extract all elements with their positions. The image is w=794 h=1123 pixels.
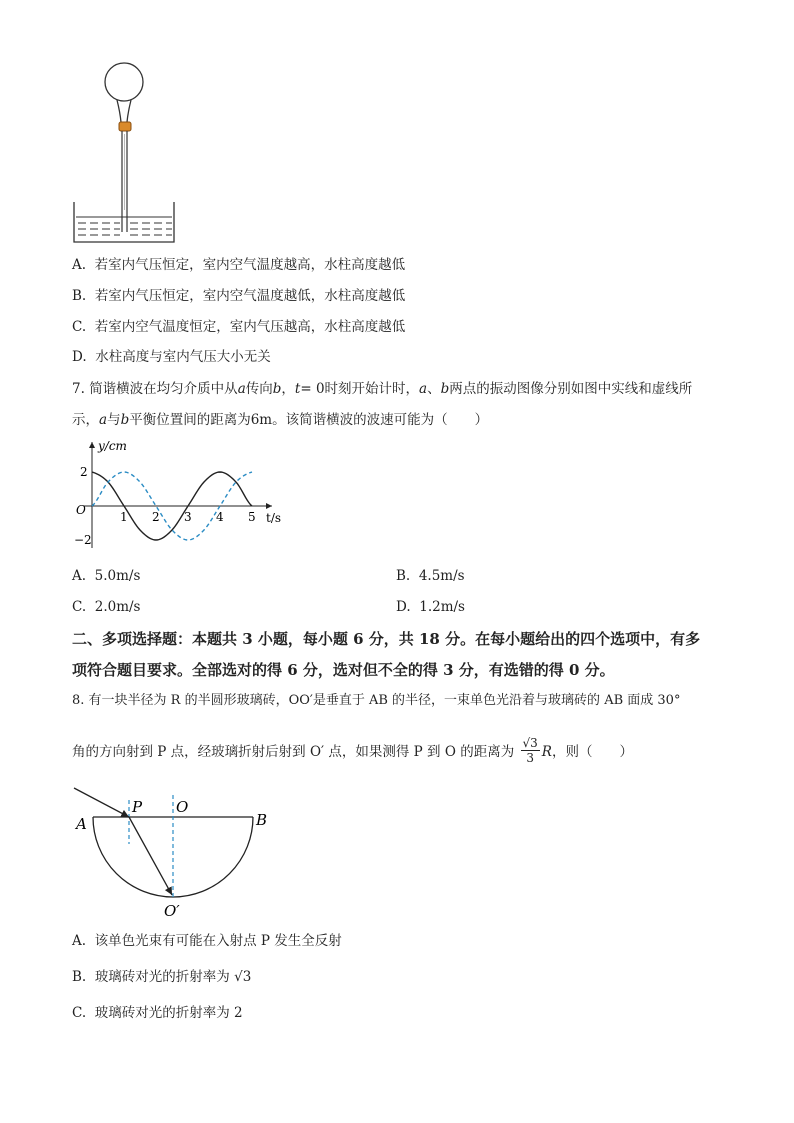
flask-bulb <box>105 63 143 101</box>
stopper <box>119 122 131 131</box>
origin-label: O <box>76 503 86 517</box>
q6-option-d[interactable]: D. 水柱高度与室内气压大小无关 <box>72 349 271 365</box>
water-container <box>74 202 174 242</box>
x-axis-label: t/s <box>266 511 282 525</box>
q7-option-c[interactable]: C. 2.0m/s <box>72 599 141 615</box>
label-a: A <box>76 815 87 833</box>
q6-apparatus-figure <box>70 60 180 248</box>
q7-vibration-graph <box>72 436 292 558</box>
q6-option-b[interactable]: B. 若室内气压恒定，室内空气温度越低，水柱高度越低 <box>72 288 406 304</box>
q8-stem-line1: 8. 有一块半径为 R 的半圆形玻璃砖，OO′是垂直于 AB 的半径，一束单色光沿着与玻璃砖的 AB 面成 30° <box>72 693 681 708</box>
semicircle-arc <box>93 817 253 897</box>
q8-stem-line2: 角的方向射到 P 点，经玻璃折射后射到 O′ 点，如果测得 P 到 O 的距离为 $\frac{√3}{3}$ R，则（ ） <box>72 736 633 765</box>
section2-heading-line1: 二、多项选择题：本题共 3 小题，每小题 6 分，共 18 分。在每小题给出的四个选项中，有多 <box>72 630 701 648</box>
label-p: P <box>132 798 143 816</box>
x-tick-label: 2 <box>152 510 160 524</box>
incident-ray <box>74 788 129 817</box>
q6-option-a[interactable]: A. 若室内气压恒定，室内空气温度越高，水柱高度越低 <box>72 257 406 273</box>
water-surface <box>76 217 172 235</box>
q8-option-a[interactable]: A. 该单色光束有可能在入射点 P 发生全反射 <box>72 933 342 949</box>
x-tick-label: 3 <box>184 510 192 524</box>
section2-heading-line2: 项符合题目要求。全部选对的得 6 分，选对但不全的得 3 分，有选错的得 0 分。 <box>72 661 615 679</box>
q7-option-d[interactable]: D. 1.2m/s <box>396 599 465 615</box>
y-axis-label: y/cm <box>98 439 127 453</box>
refracted-ray <box>129 817 172 895</box>
q7-stem-line2: 示，a与b平衡位置间的距离为6m。该简谐横波的波速可能为（ ） <box>72 412 489 428</box>
label-o: O <box>176 798 189 816</box>
label-b: B <box>256 811 268 829</box>
q8-semicircle-figure <box>68 780 278 925</box>
q8-fraction: $\frac{√3}{3}$ <box>522 736 538 765</box>
x-tick-label: 5 <box>248 510 256 524</box>
q7-option-b[interactable]: B. 4.5m/s <box>396 568 465 584</box>
y-tick-label: 2 <box>80 465 88 479</box>
x-tick-label: 1 <box>120 510 128 524</box>
label-o-prime: O′ <box>164 902 180 920</box>
q7-option-a[interactable]: A. 5.0m/s <box>72 568 141 584</box>
x-tick-label: 4 <box>216 510 224 524</box>
q7-stem-line1: 7. 简谐横波在均匀介质中从a传向b，t= 0时刻开始计时，a、b两点的振动图像分别如图中实线和虚线所 <box>72 381 693 397</box>
q8-option-c[interactable]: C. 玻璃砖对光的折射率为 2 <box>72 1005 243 1021</box>
flask-neck <box>117 100 131 122</box>
y-tick-label: −2 <box>74 533 92 547</box>
q6-option-c[interactable]: C. 若室内空气温度恒定，室内气压越高，水柱高度越低 <box>72 319 406 335</box>
q8-option-b[interactable]: B. 玻璃砖对光的折射率为 √3 <box>72 969 252 985</box>
